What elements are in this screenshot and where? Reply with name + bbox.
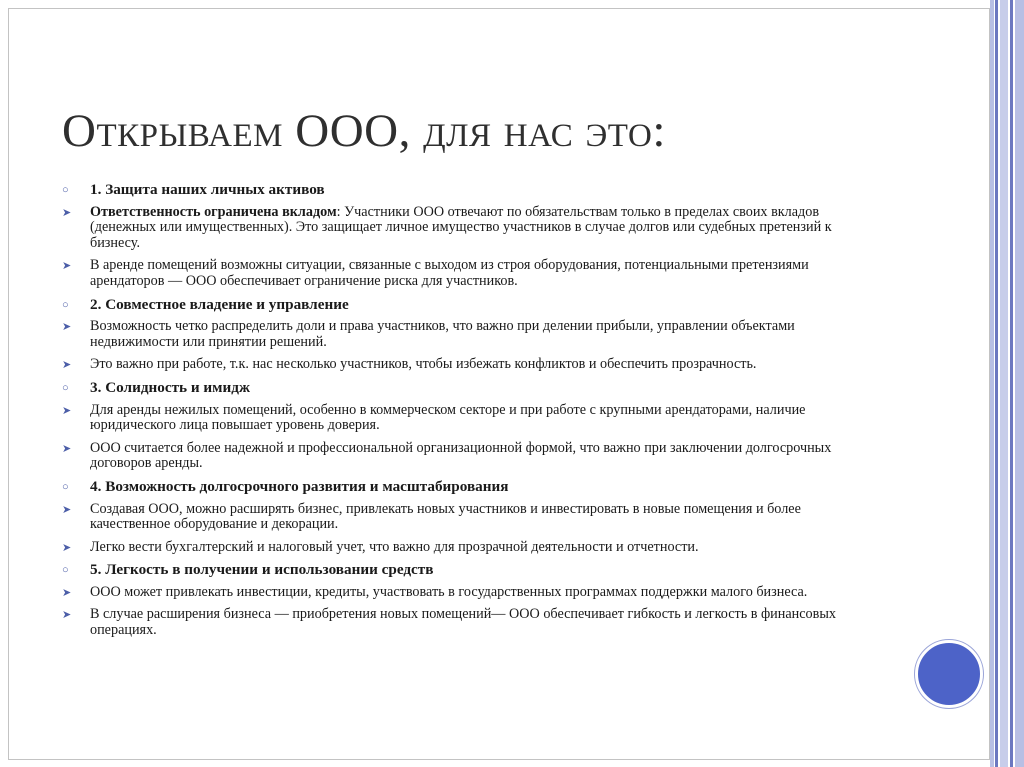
section-heading [62,479,882,495]
list-item-text: Это важно при работе, т.к. нас несколько участников, чтобы избежать конфликтов и обеспечить прозрачность. [90,356,757,373]
list-item [62,540,882,556]
chevron-right-icon: ➤ [62,609,72,622]
section-heading [62,182,882,198]
chevron-right-icon: ➤ [62,359,72,372]
section-heading [62,380,882,396]
list-item [62,607,882,638]
chevron-right-icon: ➤ [62,586,72,599]
list-item-text: ООО может привлекать инвестиции, кредиты, участвовать в государственных программах поддержки малого бизнеса. [90,583,808,600]
section-heading-text: 2. Совместное владение и управление [90,295,349,313]
chevron-right-icon: ➤ [62,260,72,273]
ring-bullet-icon: ○ [62,564,69,577]
decorative-stripes [990,0,1024,767]
list-item-text: ООО считается более надежной и профессиональной организационной формой, что важно при заключении долгосрочных договоров аренды. [90,439,832,472]
section-heading [62,562,882,578]
list-item [62,319,882,350]
decorative-circle [915,640,983,708]
list-item-lead: Ответственность ограничена вкладом [90,203,337,220]
section-heading-text: 3. Солидность и имидж [90,378,250,396]
list-item [62,585,882,601]
list-item [62,258,882,289]
ring-bullet-icon: ○ [62,298,69,311]
list-item [62,502,882,533]
page-title: Открываем ООО, для нас это: [62,105,666,157]
list-item-text: Легко вести бухгалтерский и налоговый учет, что важно для прозрачной деятельности и отчетности. [90,538,699,555]
list-item [62,441,882,472]
chevron-right-icon: ➤ [62,321,72,334]
chevron-right-icon: ➤ [62,206,72,219]
section-heading-text: 4. Возможность долгосрочного развития и масштабирования [90,477,509,495]
list-item-text: : Участники ООО отвечают по обязательствам только в пределах своих вкладов (денежных или имущественных). Это защищает личное имущество участников в случае долгов или судебных претензий к бизнесу. [90,203,832,251]
list-item-text: Возможность четко распределить доли и права участников, что важно при делении прибыли, управлении объектами недвижимости или принятии решений. [90,318,795,350]
ring-bullet-icon: ○ [62,381,69,394]
ring-bullet-icon: ○ [62,480,69,493]
list-item [62,357,882,373]
stripe [1015,0,1024,767]
stripe [1000,0,1008,767]
chevron-right-icon: ➤ [62,541,72,554]
list-item [62,403,882,434]
chevron-right-icon: ➤ [62,442,72,455]
section-heading-text: 5. Легкость в получении и использовании средств [90,561,434,579]
list-item-text: В случае расширения бизнеса — приобретения новых помещений— ООО обеспечивает гибкость и легкость в финансовых операциях. [90,606,836,639]
ring-bullet-icon: ○ [62,184,69,196]
section-heading-text: 1. Защита наших личных активов [90,181,325,198]
bullet-list [62,182,882,646]
section-heading [62,297,882,313]
list-item-text: Для аренды нежилых помещений, особенно в коммерческом секторе и при работе с крупными арендаторами, наличие юридического лица повышает уровень доверия. [90,401,806,434]
list-item-text: В аренде помещений возможны ситуации, связанные с выходом из строя оборудования, потенциальными претензиями арендаторов — ООО обеспечивает ограничение риска для участников. [90,257,809,289]
stripe [995,0,998,767]
list-item [62,205,882,252]
stripe [1010,0,1013,767]
list-item-text: Создавая ООО, можно расширять бизнес, привлекать новых участников и инвестировать в новые помещения и более качественное оборудование и декорации. [90,500,801,533]
chevron-right-icon: ➤ [62,404,72,417]
stripe [990,0,994,767]
chevron-right-icon: ➤ [62,503,72,516]
